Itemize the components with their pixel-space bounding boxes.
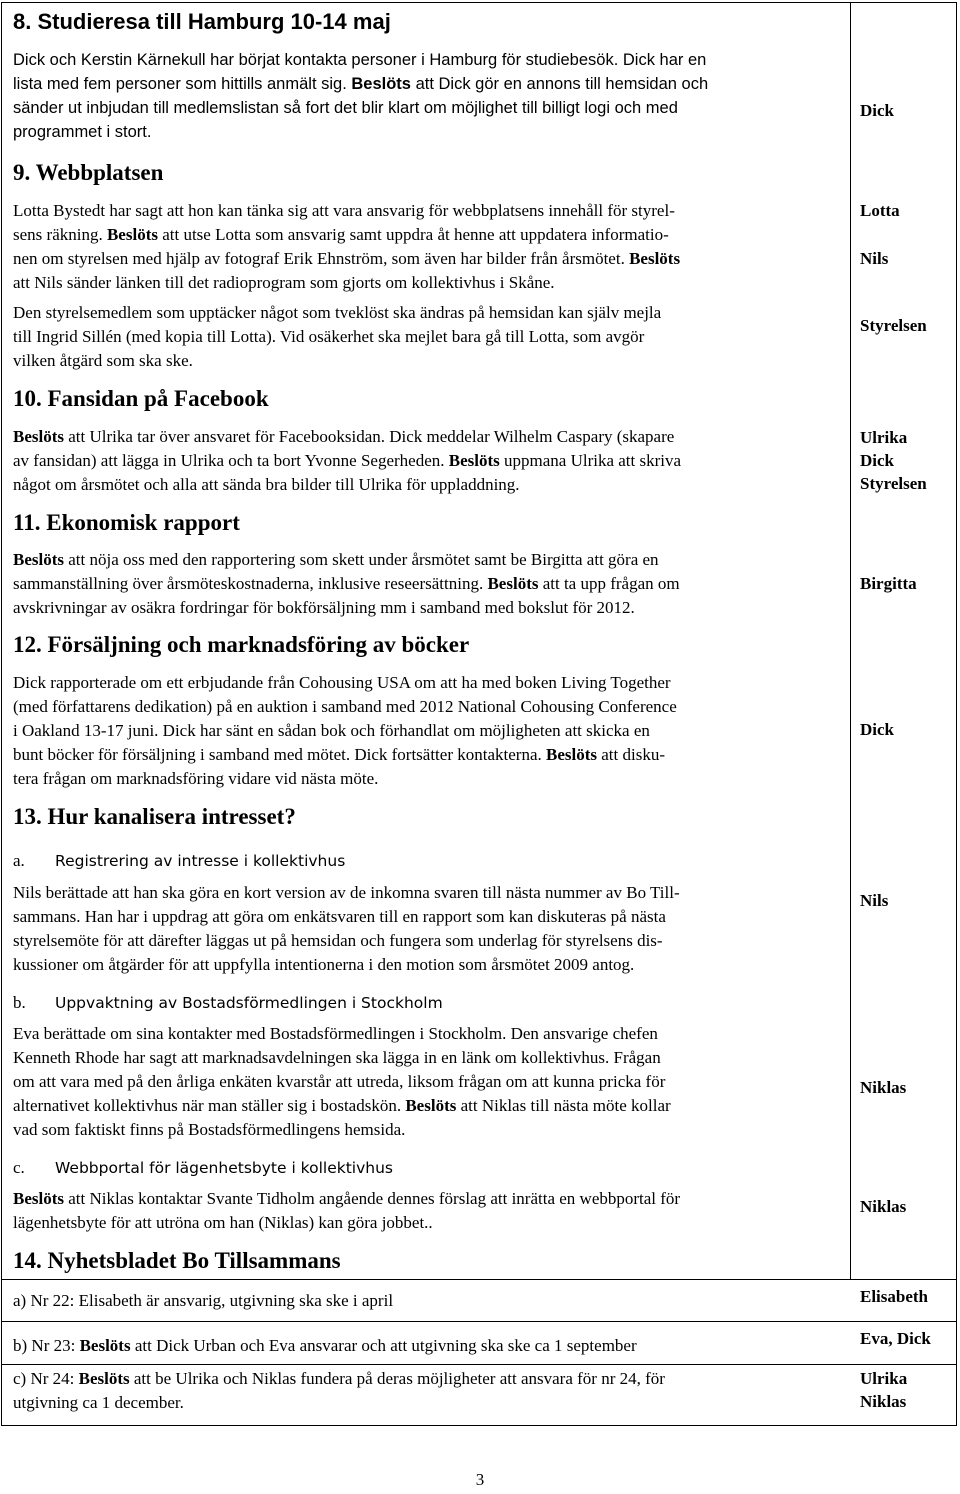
section-8-text [13,48,843,144]
text-line: kussioner om åtgärder för att uppfylla intentionerna i den motion som årsmötet 2009 antog. [13,955,635,974]
text-line: till Ingrid Sillén (med kopia till Lotta). Vid osäkerhet ska mejlet bara gå till Lotta, som avgör [13,327,645,346]
section-9-title: 9. Webbplatsen [13,160,164,185]
section-12-title: 12. Försäljning och marknadsföring av böcker [13,632,470,657]
row-divider-14a [2,1279,956,1280]
row-divider-14b [2,1321,956,1322]
section-9-text [13,199,843,295]
text-line: c) Nr 24: Beslöts att be Ulrika och Niklas fundera på deras möjligheter att ansvara för nr 24, för [13,1369,665,1388]
section-12-text [13,671,843,791]
newsletter-row-c [13,1367,843,1415]
text-line: nen om styrelsen med hjälp av fotograf Erik Ehnström, som även har bilder från årsmötet. Beslöts [13,249,681,268]
text-line: sammans. Han har i uppdrag att göra om enkätsvaren till en rapport som kan diskuteras på nästa [13,907,666,926]
text-line: Nils berättade att han ska göra en kort version av de inkomna svaren till nästa nummer av Bo Till- [13,883,680,902]
text-line: Eva berättade om sina kontakter med Bostadsförmedlingen i Stockholm. Den ansvarige chefen [13,1024,658,1043]
text-line: Dick och Kerstin Kärnekull har börjat kontakta personer i Hamburg för studiebesök. Dick har en [13,51,707,69]
section-11-text [13,548,843,620]
responsible-s8: Dick [860,101,894,120]
responsible-s10-3: Styrelsen [860,474,927,493]
text-line: Beslöts att Ulrika tar över ansvaret för Facebooksidan. Dick meddelar Wilhelm Caspary (skapare [13,427,675,446]
text-line: (med författarens dedikation) på en auktion i samband med 2012 National Cohousing Conference [13,697,677,716]
responsible-s9-1: Lotta [860,201,900,220]
newsletter-row-b: b) Nr 23: Beslöts att Dick Urban och Eva ansvarar och att utgivning ska ske ca 1 september [13,1336,637,1355]
responsible-s13c: Niklas [860,1197,907,1216]
text-line: sammanställning över årsmöteskostnaderna, inklusive reseersättning. Beslöts att ta upp frågan om [13,574,680,593]
text-line: programmet i stort. [13,123,152,141]
text-line: Dick rapporterade om ett erbjudande från Cohousing USA om att ha med boken Living Together [13,673,671,692]
text-line: styrelsemöte för att därefter läggas ut på hemsidan och fungera som underlag för styrelsens dis- [13,931,663,950]
subsection-b-heading [13,993,443,1013]
responsible-s13b: Niklas [860,1078,907,1097]
text-line: bunt böcker för försäljning i samband med mötet. Dick fortsätter kontakterna. Beslöts att disku- [13,745,665,764]
text-line: vilken åtgärd som ska ske. [13,351,193,370]
text-line: vad som faktiskt finns på Bostadsförmedlingens hemsida. [13,1120,406,1139]
text-line: avskrivningar av osäkra fordringar för bokförsäljning mm i samband med bokslut för 2012. [13,598,635,617]
subsection-letter: b. [13,993,26,1012]
subsection-title: Uppvaktning av Bostadsförmedlingen i Stockholm [55,994,443,1012]
row-divider-14c [2,1364,956,1365]
text-line: lägenhetsbyte för att utröna om han (Niklas) kan göra jobbet.. [13,1213,433,1232]
page-number: 3 [475,1470,485,1489]
subsection-letter: a. [13,851,25,870]
responsible-s14c-2: Niklas [860,1392,907,1411]
text-line: tera frågan om marknadsföring vidare vid nästa möte. [13,769,379,788]
subsection-title: Webbportal för lägenhetsbyte i kollektivhus [55,1159,393,1177]
text-line: Lotta Bystedt har sagt att hon kan tänka sig att vara ansvarig för webbplatsens innehåll för styrel- [13,201,675,220]
text-line: Kenneth Rhode har sagt att marknadsavdelningen ska lägga in en länk om kollektivhus. Frågan [13,1048,661,1067]
subsection-a-heading [13,851,345,871]
section-11-title: 11. Ekonomisk rapport [13,510,240,535]
text-line: av fansidan) att lägga in Ulrika och ta bort Yvonne Segerheden. Beslöts uppmana Ulrika att skriva [13,451,682,470]
text-line: alternativet kollektivhus när man ställer sig i bostadskön. Beslöts att Niklas till nästa möte kollar [13,1096,671,1115]
responsible-s14c-1: Ulrika [860,1369,908,1388]
section-14-title: 14. Nyhetsbladet Bo Tillsammans [13,1248,341,1273]
subsection-letter: c. [13,1158,25,1177]
responsible-s10-2: Dick [860,451,894,470]
text-line: om att vara med på den årliga enkäten kvarstår att utreda, liksom frågan om att kunna pricka för [13,1072,666,1091]
subsection-b-text [13,1022,843,1142]
section-8-title: 8. Studieresa till Hamburg 10-14 maj [13,9,391,34]
section-13-title: 13. Hur kanalisera intresset? [13,804,296,829]
subsection-title: Registrering av intresse i kollektivhus [55,852,346,870]
responsible-s14b: Eva, Dick [860,1329,931,1348]
subsection-a-text [13,881,843,977]
text-line: att Nils sänder länken till det radioprogram som gjorts om kollektivhus i Skåne. [13,273,555,292]
text-line: lista med fem personer som hittills anmält sig. Beslöts att Dick gör en annons till hemsidan och [13,75,709,93]
text-line: Den styrelsemedlem som upptäcker något som tveklöst ska ändras på hemsidan kan själv mejla [13,303,662,322]
column-divider [850,3,851,1279]
text-line: något om årsmötet och alla att sända bra bilder till Ulrika för uppladdning. [13,475,520,494]
responsible-s9-2: Nils [860,249,889,268]
subsection-c-text [13,1187,843,1235]
responsible-s13a: Nils [860,891,889,910]
section-10-title: 10. Fansidan på Facebook [13,386,269,411]
text-line: i Oakland 13-17 juni. Dick har sänt en sådan bok och förhandlat om möjligheten att skicka en [13,721,650,740]
text-line: sens räkning. Beslöts att utse Lotta som ansvarig samt uppdra åt henne att uppdatera informatio- [13,225,669,244]
text-line: utgivning ca 1 december. [13,1393,184,1412]
text-line: Beslöts att nöja oss med den rapportering som skett under årsmötet samt be Birgitta att göra en [13,550,659,569]
section-10-text [13,425,843,497]
responsible-s12: Dick [860,720,894,739]
responsible-s14a: Elisabeth [860,1287,929,1306]
text-line: sänder ut inbjudan till medlemslistan så fort det blir klart om möjlighet till billigt logi och med [13,99,678,117]
minutes-table [1,2,957,1426]
responsible-s9-3: Styrelsen [860,316,927,335]
text-line: Beslöts att Niklas kontaktar Svante Tidholm angående dennes förslag att inrätta en webbportal för [13,1189,681,1208]
newsletter-row-a: a) Nr 22: Elisabeth är ansvarig, utgivning ska ske i april [13,1291,394,1310]
responsible-s10-1: Ulrika [860,428,908,447]
responsible-s11: Birgitta [860,574,917,593]
section-9-text-2 [13,301,843,373]
subsection-c-heading [13,1158,393,1178]
